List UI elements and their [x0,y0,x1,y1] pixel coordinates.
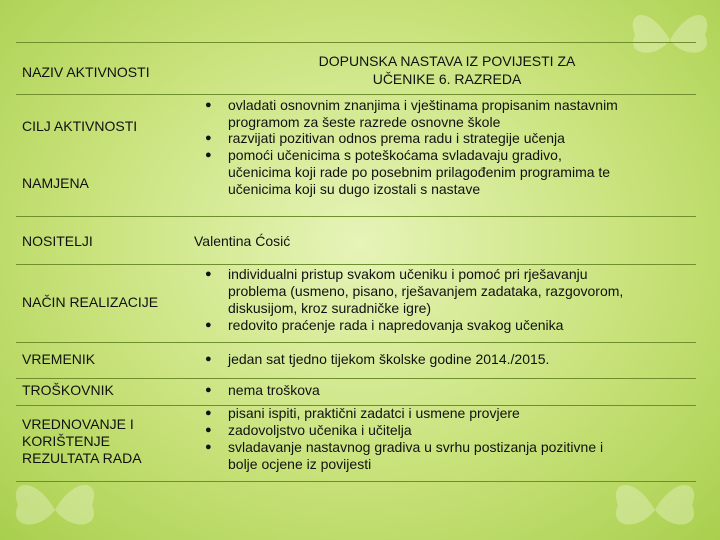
title-line: UČENIKE 6. RAZREDA [372,71,522,87]
activity-title [202,52,692,88]
row-label: NAMJENA [22,175,89,191]
row-label: VREDNOVANJE I KORIŠTENJE REZULTATA RADA [22,416,142,466]
row-label: VREMENIK [22,351,96,367]
bullet-list [202,130,692,198]
activity-table [16,42,696,480]
table-row [16,42,696,95]
bullet-icon: ● [205,99,212,111]
table-row [16,216,696,265]
table-row [16,405,696,482]
row-label: NAČIN REALIZACIJE [22,294,159,310]
list-item: ● jedan sat tjedno tijekom školske godine 2014./2015. [205,351,550,367]
bullet-list [202,351,692,368]
title-line: DOPUNSKA NASTAVA IZ POVIJESTI ZA [318,53,576,69]
bullet-icon: ● [205,149,212,161]
row-label: CILJ AKTIVNOSTI [22,118,138,134]
table-row [16,378,696,406]
list-item: ● razvijati pozitivan odnos prema radu i strategije učenja [205,130,565,146]
table-row [16,264,696,343]
bullet-icon: ● [205,353,212,365]
bullet-list [202,405,692,473]
list-item: ● pomoći učenicima s poteškoćama svladavaju gradivo, učenicima koji rade po posebnim prilagođenim programima te učenicima koji su dugo izostali s nastave [205,147,611,197]
table-row [16,342,696,379]
bullet-icon: ● [205,407,212,419]
bullet-list [202,266,692,334]
person-name: Valentina Ćosić [194,233,291,249]
list-item: ● redovito praćenje rada i napredovanja svakog učenika [205,317,564,333]
row-label: NAZIV AKTIVNOSTI [22,64,150,80]
bullet-icon: ● [205,268,212,280]
bullet-icon: ● [205,319,212,331]
list-item: ● individualni pristup svakom učeniku i pomoć pri rješavanju problema (usmeno, pisano, rješavanjem zadataka, razgovorom, diskusijom, kroz suradničke igre) [205,266,624,316]
bullet-icon: ● [205,384,212,396]
list-item: ● pisani ispiti, praktični zadatci i usmene provjere [205,405,520,421]
list-item: ● ovladati osnovnim znanjima i vještinama propisanim nastavnim programom za šeste razrede osnovne škole [205,97,618,130]
bullet-list [202,97,692,131]
list-item: ● zadovoljstvo učenika i učitelja [205,422,412,438]
bullet-icon: ● [205,424,212,436]
bullet-icon: ● [205,132,212,144]
list-item: ● svladavanje nastavnog gradiva u svrhu postizanja pozitivne i bolje ocjene iz povijesti [205,439,604,472]
list-item: ● nema troškova [205,382,320,398]
row-label: NOSITELJI [22,233,93,249]
bullet-list [202,382,692,399]
row-label: TROŠKOVNIK [22,382,114,398]
bullet-icon: ● [205,441,212,453]
